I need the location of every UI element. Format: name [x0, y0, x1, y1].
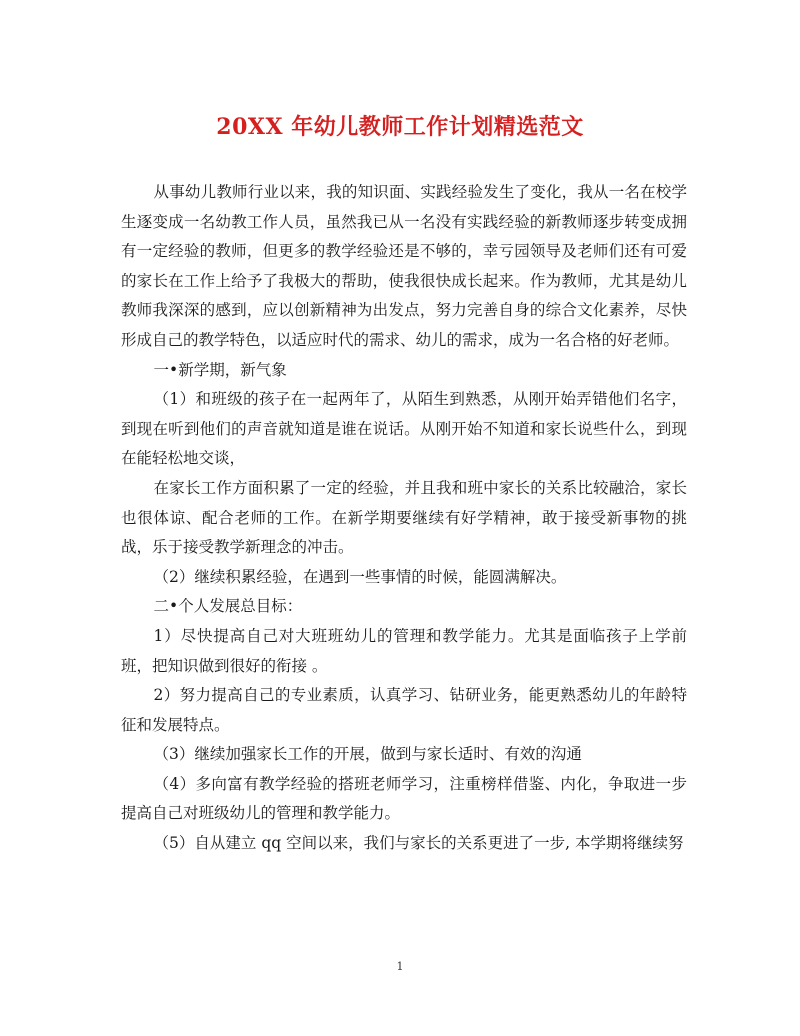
goal-item-2: 2）努力提高自己的专业素质，认真学习、钻研业务，能更熟悉幼儿的年龄特征和发展特点。: [121, 686, 687, 734]
goal-item-5: （5）自从建立 qq 空间以来，我们与家长的关系更进了一步, 本学期将继续努: [153, 834, 684, 853]
paragraph-item-2: （2）继续积累经验，在遇到一些事情的时候，能圆满解决。: [153, 567, 567, 586]
paragraph-parent-work: 在家长工作方面积累了一定的经验，并且我和班中家长的关系比较融洽，家长也很体谅、配合老师的工作。在新学期要继续有好学精神，敢于接受新事物的挑战，乐于接受教学新理念的冲击。: [121, 478, 687, 557]
paragraph-item-1: （1）和班级的孩子在一起两年了，从陌生到熟悉，从刚开始弄错他们名字，到现在听到他们的声音就知道是谁在说话。从刚开始不知道和家长说些什么，到现在能轻松地交谈，: [121, 390, 687, 468]
section-heading-1: 一•新学期，新气象: [153, 360, 287, 379]
document-title: 20XX 年幼儿教师工作计划精选范文: [216, 114, 584, 140]
document-body: [121, 178, 687, 859]
goal-item-1: 1）尽快提高自己对大班班幼儿的管理和教学能力。尤其是面临孩子上学前班，把知识做到很好的衔接 。: [121, 626, 687, 675]
goal-item-4: （4）多向富有教学经验的搭班老师学习，注重榜样借鉴、内化，争取进一步提高自己对班级幼儿的管理和教学能力。: [121, 774, 687, 823]
goal-item-3: （3）继续加强家长工作的开展，做到与家长适时、有效的沟通: [153, 745, 582, 764]
intro-paragraph: 从事幼儿教师行业以来，我的知识面、实践经验发生了变化，我从一名在校学生逐变成一名幼教工作人员，虽然我已从一名没有实践经验的新教师逐步转变成拥有一定经验的教师，但更多的教学经验还是不够的，幸亏园领导及老师们还有可爱的家长在工作上给予了我极大的帮助，使我很快成长起来。作为教师，尤其是幼儿教师我深深的感到，应以创新精神为出发点，努力完善自身的综合文化素养，尽快形成自己的教学特色，以适应时代的需求、幼儿的需求，成为一名合格的好老师。: [121, 183, 687, 349]
page-number: 1: [396, 960, 404, 973]
section-heading-2: 二•个人发展总目标：: [153, 597, 303, 616]
